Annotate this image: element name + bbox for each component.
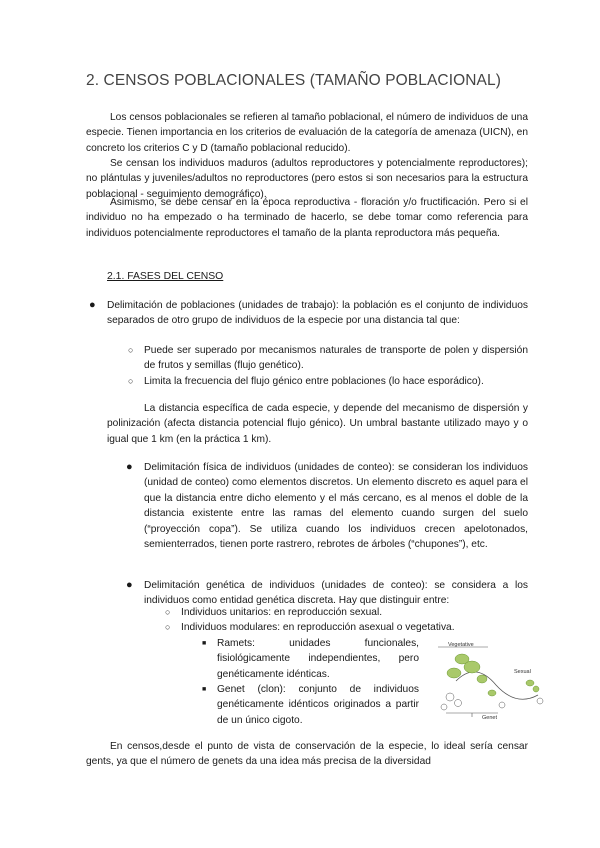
- bullet-dot: ●: [126, 579, 133, 591]
- distance-paragraph-text: La distancia específica de cada especie, y depende del mecanismo de dispersión y polinización (afecta distancia potencial flujo génico). Un umbral bastante utilizado mayo y o igual que 1 km (en la práctica 1 km).: [107, 403, 528, 445]
- seed: [455, 700, 462, 707]
- figure-label-vegetative: Vegetative: [448, 642, 474, 648]
- leaf: [533, 686, 539, 692]
- item-ramets: Ramets: unidades funcionales, fisiológicamente independientes, pero genéticamente idénticas.: [217, 638, 419, 680]
- bullet-delimitacion-fisica: Delimitación física de individuos (unidades de conteo): se consideran los individuos (unidad de conteo) como elementos discretos. Un elemento discreto es aquel para el que la distancia entre dicho elemento y el más cercano, es al menos el doble de la distancia existente entre las ramas del elemento cuando surgen del suelo (“proyección copa”). Se utiliza cuando los individuos crecen apelotonados, semienterrados, tienen porte rastrero, rebrotes de árboles (“chupones”), etc.: [144, 462, 528, 551]
- leaf: [526, 680, 534, 686]
- square-bullet: ■: [202, 686, 207, 693]
- closing-paragraph-text: En censos,desde el punto de vista de conservación de la especie, lo ideal sería censar gents, ya que el número de genets da una idea más precisa de la diversidad: [86, 741, 528, 768]
- sub-bullet-frecuencia: Limita la frecuencia del flujo génico entre poblaciones (lo hace esporádico).: [144, 376, 484, 387]
- intro-p2-text: Se censan los individuos maduros (adultos reproductores y potencialmente reproductores); no plántulas y juveniles/adultos no reproductores (pero estos si son necesarios para la estructura poblacional - seguimiento demográfico).: [86, 158, 528, 200]
- intro-p1-text: Los censos poblacionales se refieren al tamaño poblacional, el número de individuos de una especie. Tienen importancia en los criterios de evaluación de la categoría de amenaza (UICN), en concreto los criterios C y D (tamaño poblacional reducido).: [86, 112, 528, 154]
- page-title: 2. CENSOS POBLACIONALES (TAMAÑO POBLACIONAL): [86, 72, 501, 89]
- bullet-dot: ●: [126, 461, 133, 473]
- bullet-dot: ●: [89, 299, 96, 311]
- leaf: [488, 690, 496, 696]
- intro-paragraph-3: [86, 195, 528, 241]
- ramet-genet-figure: [436, 641, 552, 721]
- sub-bullet-circle: ○: [128, 376, 134, 386]
- ramet-genet-illustration: [436, 641, 552, 721]
- leaf: [447, 668, 461, 678]
- seed: [446, 693, 454, 701]
- stolon-curve: [456, 672, 538, 699]
- seed: [441, 704, 447, 710]
- section-heading: 2.1. FASES DEL CENSO: [107, 271, 224, 282]
- figure-label-genet: Genet: [482, 715, 497, 721]
- intro-paragraph-1: [86, 110, 528, 156]
- seed: [537, 698, 543, 704]
- bullet-delimitacion-genetica: Delimitación genética de individuos (unidades de conteo): se considera a los individuos como entidad genética discreta. Hay que distinguir entre:: [144, 580, 528, 607]
- distance-paragraph: [107, 401, 528, 447]
- intro-p3-text: Asimismo, se debe censar en la época reproductiva - floración y/o fructificación. Pero si el individuo no ha empezado o ha terminado de hacerlo, se debe tomar como referencia para individuos potencialmente reproductores el tamaño de la planta reproductora más pequeña.: [86, 197, 528, 239]
- figure-label-sexual: Sexual: [514, 669, 531, 675]
- leaf: [464, 661, 480, 673]
- sub-bullet-flujo-genetico: Puede ser superado por mecanismos naturales de transporte de polen y dispersión de frutos y semillas (flujo genético).: [144, 345, 528, 372]
- sub-bullet-circle: ○: [128, 345, 134, 355]
- seed: [499, 702, 505, 708]
- sub-bullet-unitarios: Individuos unitarios: en reproducción sexual.: [181, 607, 383, 618]
- closing-paragraph: [86, 739, 528, 770]
- bullet-delimitacion-poblaciones: Delimitación de poblaciones (unidades de trabajo): la población es el conjunto de individuos separados de otro grupo de individuos de la especie por una distancia tal que:: [107, 300, 528, 327]
- sub-bullet-modulares: Individuos modulares: en reproducción asexual o vegetativa.: [181, 622, 455, 633]
- sub-bullet-circle: ○: [165, 607, 171, 617]
- square-bullet: ■: [202, 640, 207, 647]
- leaf: [477, 675, 487, 683]
- item-genet: Genet (clon): conjunto de individuos genéticamente idénticos originados a partir de un único cigoto.: [217, 684, 419, 726]
- sub-bullet-circle: ○: [165, 622, 171, 632]
